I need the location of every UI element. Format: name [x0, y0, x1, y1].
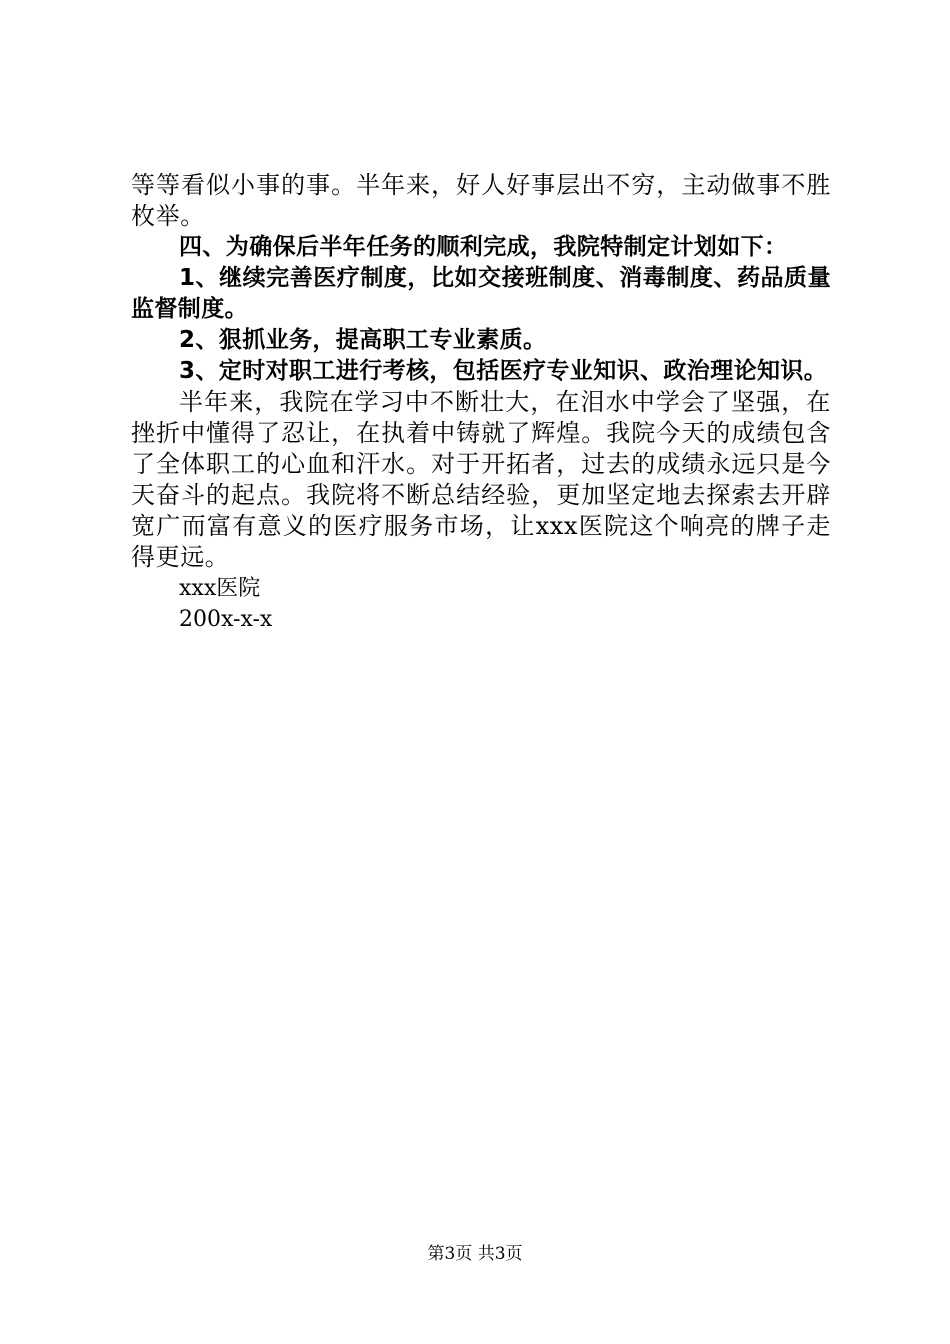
plan-item-1: 1、继续完善医疗制度，比如交接班制度、消毒制度、药品质量监督制度。	[131, 265, 831, 322]
section-heading-plan: 四、为确保后半年任务的顺利完成，我院特制定计划如下：	[179, 234, 788, 260]
paragraph-continuation: 等等看似小事的事。半年来，好人好事层出不穷，主动做事不胜枚举。	[131, 171, 831, 230]
signature-date: 200x-x-x	[179, 607, 273, 632]
plan-item-2: 2、狠抓业务，提高职工专业素质。	[179, 327, 547, 353]
page-number-footer: 第3页 共3页	[427, 1244, 523, 1264]
signature-organization: xxx医院	[179, 576, 261, 601]
paragraph-conclusion: 半年来，我院在学习中不断壮大，在泪水中学会了坚强，在挫折中懂得了忍让，在执着中铸就了辉煌。我院今天的成绩包含了全体职工的心血和汗水。对于开拓者，过去的成绩永远只是今天奋斗的起点。我院将不断总结经验，更加坚定地去探索去开辟宽广而富有意义的医疗服务市场，让xxx医院这个响亮的牌子走得更远。	[131, 388, 831, 571]
document-body	[131, 170, 831, 635]
plan-item-3: 3、定时对职工进行考核，包括医疗专业知识、政治理论知识。	[179, 358, 828, 384]
